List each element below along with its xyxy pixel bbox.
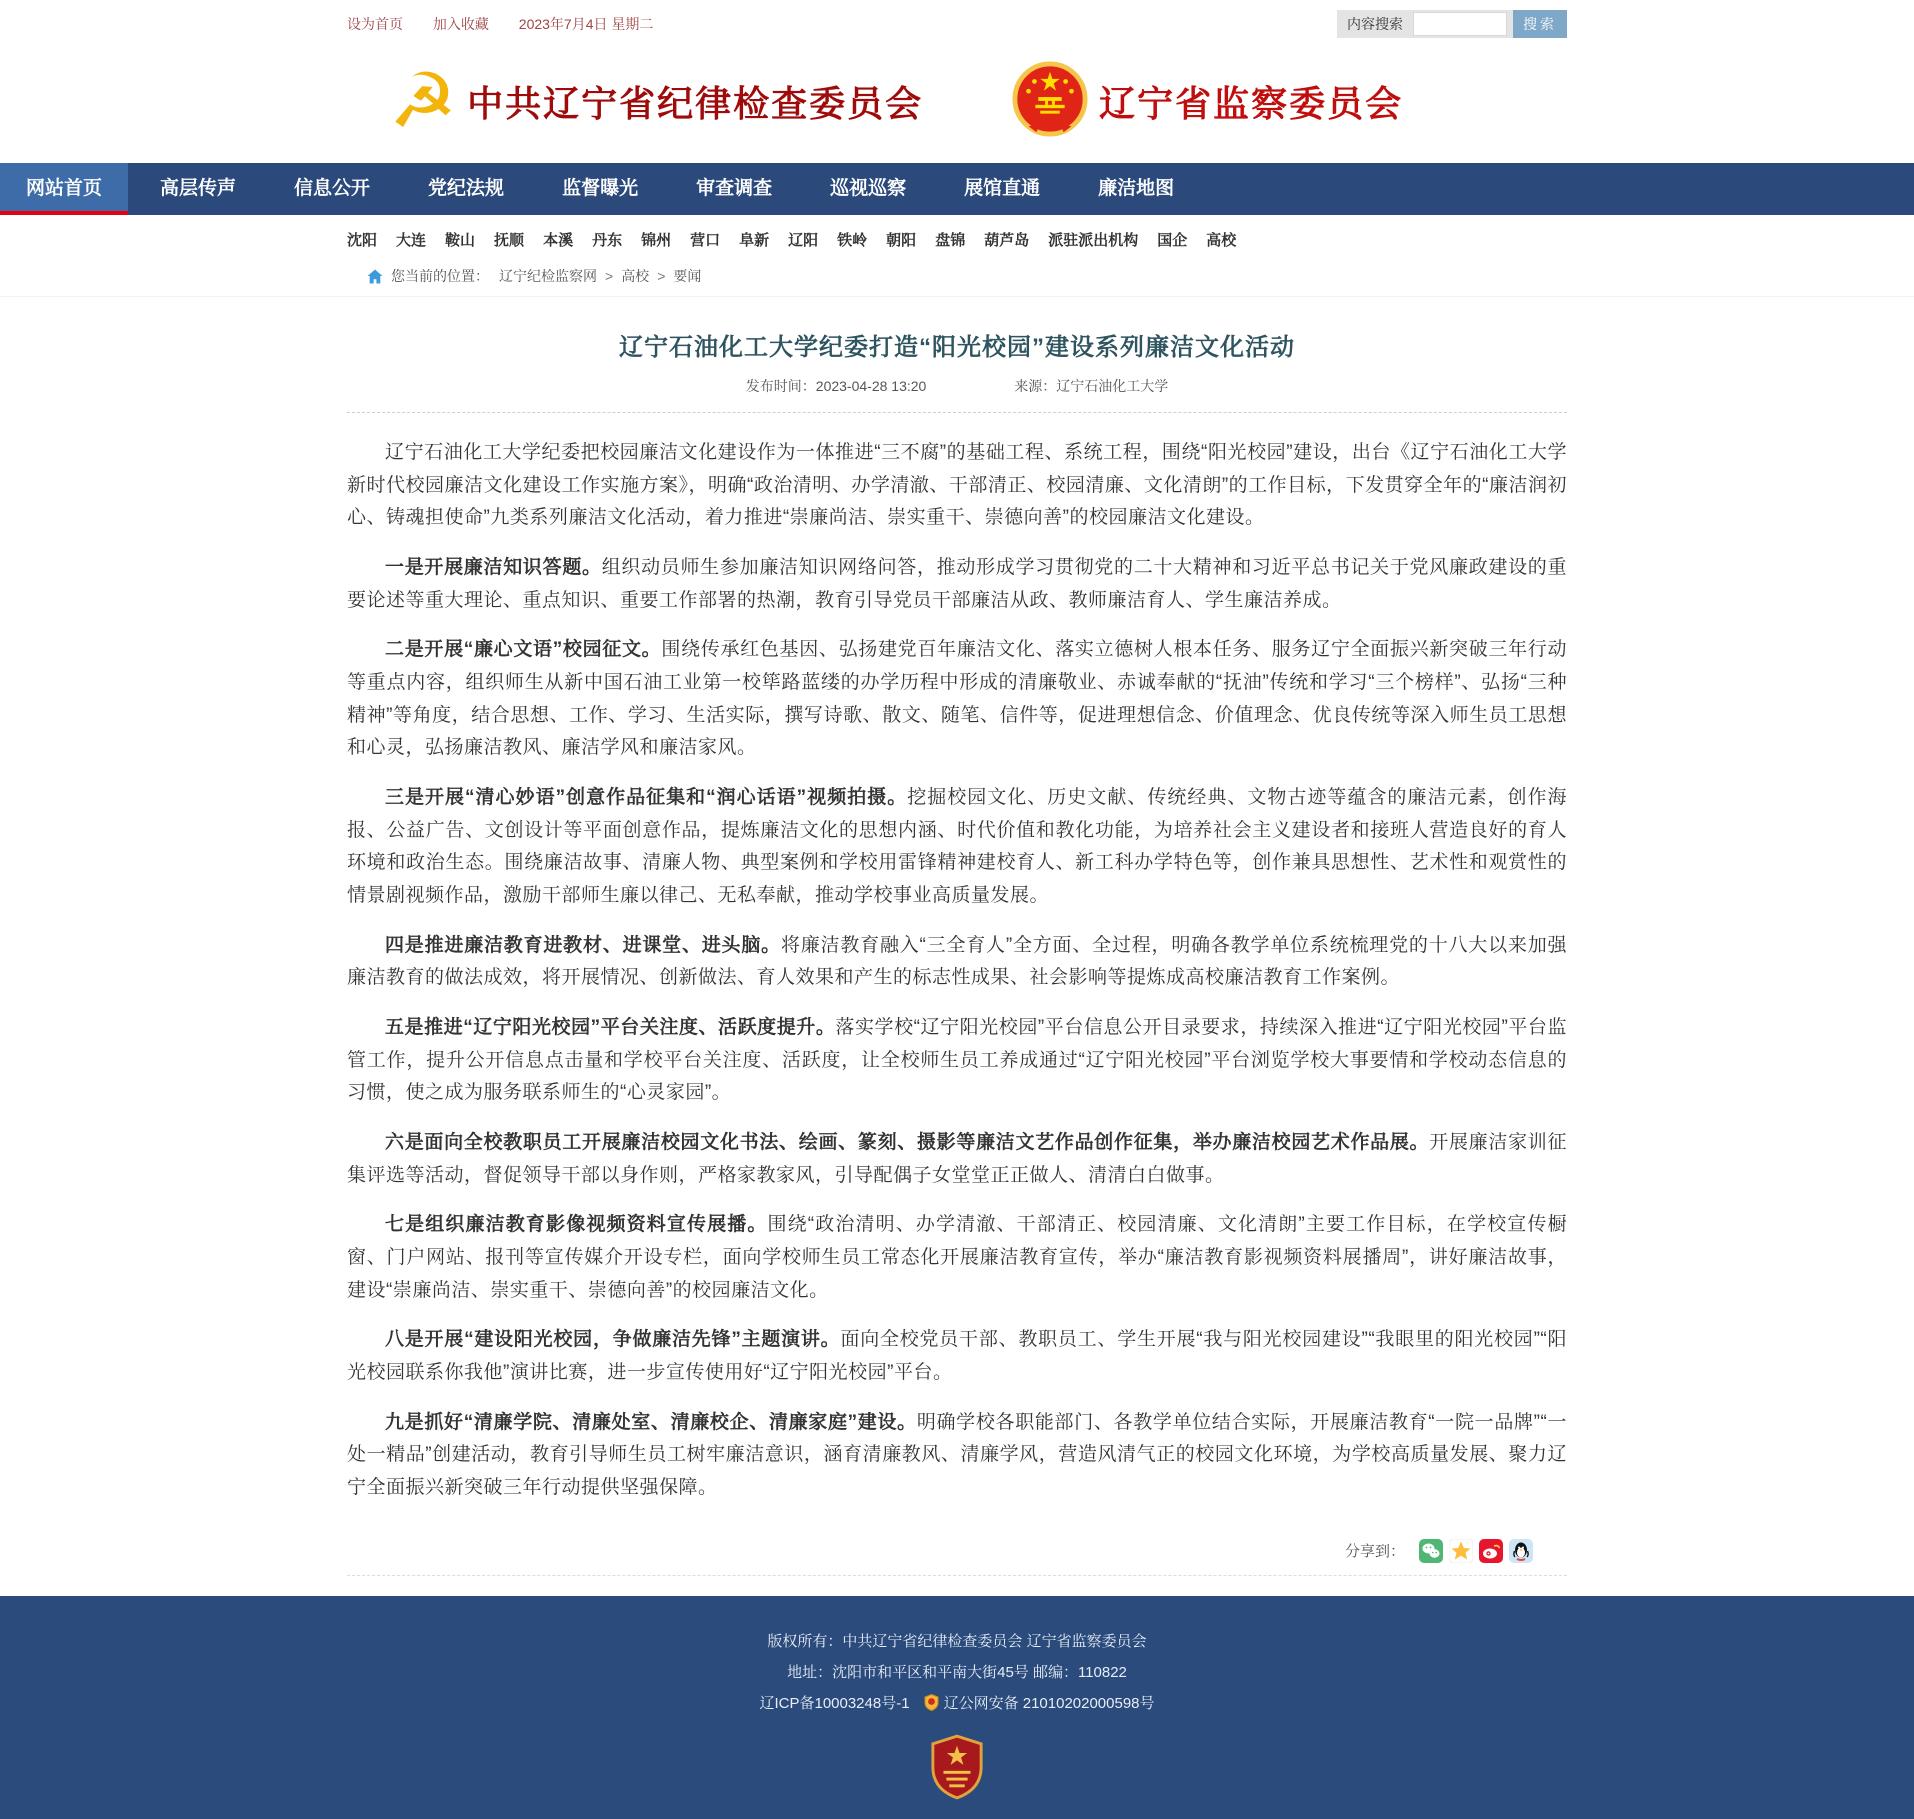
paragraph-lead: 五是推进“辽宁阳光校园”平台关注度、活跃度提升。 <box>385 1017 836 1039</box>
city-link-chaoyang[interactable]: 朝阳 <box>886 232 917 249</box>
search-label: 内容搜索 <box>1347 16 1403 32</box>
paragraph-text: 辽宁石油化工大学纪委把校园廉洁文化建设作为一体推进“三不腐”的基础工程、系统工程，围绕“阳光校园”建设，出台《辽宁石油化工大学新时代校园廉洁文化建设工作实施方案》，明确“政治清明、办学清澈、干部清正、校园清廉、文化清朗”的工作目标，下发贯穿全年的“廉洁润初心、铸魂担使命”九类系列廉洁文化活动，着力推进“崇廉尚洁、崇实重干、崇德向善”的校园廉洁文化建设。 <box>347 442 1567 529</box>
search-box <box>1337 10 1567 38</box>
national-emblem-icon <box>1011 60 1089 143</box>
brand-discipline-commission[interactable] <box>389 58 924 144</box>
paragraph-text: 明确学校各职能部门、各教学单位结合实际，开展廉洁教育“一院一品牌”“一处一精品”创建活动，教育引导师生员工树牢廉洁意识，涵育清廉教风、清廉学风，营造风清气正的校园文化环境，为学校高质量发展、聚力辽宁全面振兴新突破三年行动提供坚强保障。 <box>347 1411 1567 1499</box>
paragraph-text: 挖掘校园文化、历史文献、传统经典、文物古迹等蕴含的廉洁元素，创作海报、公益广告、文创设计等平面创意作品，提炼廉洁文化的思想内涵、时代价值和教化功能，为培养社会主义建设者和接班人营造良好的育人环境和政治生态。围绕廉洁故事、清廉人物、典型案例和学校用雷锋精神建校育人、新工科办学特色等，创作兼具思想性、艺术性和观赏性的情景剧视频作品，激励干部师生廉以律己、无私奉献，推动学校事业高质量发展。 <box>347 787 1567 907</box>
article-paragraph <box>347 930 1567 995</box>
article <box>347 327 1567 1576</box>
brand-supervisory-commission[interactable] <box>1011 60 1403 143</box>
police-badge-icon <box>924 1691 939 1722</box>
paragraph-lead: 九是抓好“清廉学院、清廉处室、清廉校企、清廉家庭”建设。 <box>385 1411 917 1433</box>
paragraph-text: 围绕传承红色基因、弘扬建党百年廉洁文化、落实立德树人根本任务、服务辽宁全面振兴新突破三年行动等重点内容，组织师生从新中国石油工业第一校筚路蓝缕的办学历程中形成的清廉敬业、赤诚奉献的“抚油”传统和学习“三个榜样”、弘扬“三种精神”等角度，结合思想、工作、学习、生活实际，撰写诗歌、散文、随笔、信件等，促进理想信念、价值理念、优良传统等深入师生员工思想和心灵，弘扬廉洁教风、廉洁学风和廉洁家风。 <box>347 639 1567 759</box>
paragraph-lead: 六是面向全校教职员工开展廉洁校园文化书法、绘画、篆刻、摄影等廉洁文艺作品创作征集，举办廉洁校园艺术作品展。 <box>385 1132 1430 1154</box>
footer-registration <box>0 1688 1914 1722</box>
top-links <box>347 14 653 34</box>
home-icon <box>367 269 383 284</box>
article-paragraph <box>347 1324 1567 1389</box>
nav-item-home[interactable]: 网站首页 <box>0 163 128 215</box>
current-date: 2023年7月4日 星期二 <box>518 16 654 32</box>
qzone-share-icon[interactable] <box>1449 1539 1473 1563</box>
main-nav <box>0 163 1914 215</box>
paragraph-text: 面向全校党员干部、教职员工、学生开展“我与阳光校园建设”“我眼里的阳光校园”“阳光校园联系你我他”演讲比赛，进一步宣传使用好“辽宁阳光校园”平台。 <box>347 1329 1567 1384</box>
city-link-panjin[interactable]: 盘锦 <box>935 232 966 249</box>
footer-emblem-badge <box>0 1734 1914 1805</box>
article-paragraph <box>347 1209 1567 1307</box>
city-link-liaoyang[interactable]: 辽阳 <box>788 232 819 249</box>
article-paragraph <box>347 1407 1567 1505</box>
site-header <box>0 44 1914 163</box>
paragraph-text: 组织动员师生参加廉洁知识网络问答，推动形成学习贯彻党的二十大精神和习近平总书记关于党风廉政建设的重要论述等重大理论、重点知识、重要工作部署的热潮，教育引导党员干部廉洁从政、教师廉洁育人、学生廉洁养成。 <box>347 557 1567 611</box>
breadcrumb-prefix: 您当前的位置： <box>391 268 489 284</box>
article-paragraph <box>347 552 1567 617</box>
breadcrumb-separator: > <box>605 268 614 284</box>
nav-item-gaoceng[interactable]: 高层传声 <box>160 178 237 199</box>
article-paragraph <box>347 1127 1567 1192</box>
search-input[interactable] <box>1413 12 1507 36</box>
article-meta <box>347 376 1567 413</box>
nav-item-xinxi[interactable]: 信息公开 <box>294 178 371 199</box>
paragraph-text: 落实学校“辽宁阳光校园”平台信息公开目录要求，持续深入推进“辽宁阳光校园”平台监管工作，提升公开信息点击量和学校平台关注度、活跃度，让全校师生员工养成通过“辽宁阳光校园”平台浏览学校大事要情和学校动态信息的习惯，使之成为服务联系师生的“心灵家园”。 <box>347 1017 1567 1104</box>
share-label: 分享到： <box>1344 1543 1405 1561</box>
city-link-yingkou[interactable]: 营口 <box>690 232 721 249</box>
add-favorite-link[interactable]: 加入收藏 <box>432 16 489 32</box>
breadcrumb-site-link[interactable]: 辽宁纪检监察网 <box>499 268 597 284</box>
city-link-huludao[interactable]: 葫芦岛 <box>984 232 1030 249</box>
breadcrumb <box>0 258 1914 297</box>
link-gaoxiao[interactable]: 高校 <box>1206 232 1237 249</box>
paragraph-lead: 一是开展廉洁知识答题。 <box>385 557 602 579</box>
police-number[interactable]: 辽公网安备 21010202000598号 <box>943 1694 1155 1712</box>
paragraph-lead: 四是推进廉洁教育进教材、进课堂、进头脑。 <box>385 934 781 956</box>
wechat-share-icon[interactable] <box>1419 1539 1443 1563</box>
icp-number[interactable]: 辽ICP备10003248号-1 <box>759 1694 910 1712</box>
paragraph-text: 围绕“政治清明、办学清澈、干部清正、校园清廉、文化清朗”主要工作目标，在学校宣传橱窗、门户网站、报刊等宣传媒介开设专栏，面向学校师生员工常态化开展廉洁教育宣传，举办“廉洁教育影视频资料展播周”，讲好廉洁故事，建设“崇廉尚洁、崇实重干、崇德向善”的校园廉洁文化。 <box>347 1214 1567 1301</box>
share-bar <box>347 1539 1533 1563</box>
city-link-tieling[interactable]: 铁岭 <box>837 232 868 249</box>
top-bar <box>0 0 1914 44</box>
paragraph-lead: 三是开展“清心妙语”创意作品征集和“润心话语”视频拍摄。 <box>385 787 908 809</box>
city-link-fuxin[interactable]: 阜新 <box>739 232 770 249</box>
footer-copyright: 版权所有：中共辽宁省纪律检查委员会 辽宁省监察委员会 <box>767 1632 1147 1650</box>
paragraph-lead: 七是组织廉洁教育影像视频资料宣传展播。 <box>385 1214 768 1236</box>
nav-item-jiandu[interactable]: 监督曝光 <box>562 178 639 199</box>
nav-item-shencha[interactable]: 审查调查 <box>696 178 773 199</box>
city-link-jinzhou[interactable]: 锦州 <box>641 232 672 249</box>
nav-item-lianjie[interactable]: 廉洁地图 <box>1098 178 1175 199</box>
party-emblem-icon: ☭ <box>389 58 458 144</box>
city-link-anshan[interactable]: 鞍山 <box>445 232 476 249</box>
article-paragraph <box>347 634 1567 765</box>
site-title-right: 辽宁省监察委员会 <box>1099 83 1404 124</box>
site-title-left: 中共辽宁省纪律检查委员会 <box>467 83 924 124</box>
breadcrumb-separator: > <box>657 268 666 284</box>
paragraph-text: 开展廉洁家训征集评选等活动，督促领导干部以身作则，严格家教家风，引导配偶子女堂堂正正做人、清清白白做事。 <box>347 1132 1567 1186</box>
site-footer <box>0 1596 1914 1819</box>
article-paragraph <box>347 782 1567 913</box>
breadcrumb-current[interactable]: 要闻 <box>673 268 702 284</box>
qq-share-icon[interactable] <box>1509 1539 1533 1563</box>
search-button[interactable]: 搜索 <box>1513 10 1567 38</box>
breadcrumb-section-link[interactable]: 高校 <box>621 268 650 284</box>
city-link-shenyang[interactable]: 沈阳 <box>347 232 378 249</box>
nav-item-dangji[interactable]: 党纪法规 <box>428 178 505 199</box>
city-link-benxi[interactable]: 本溪 <box>543 232 574 249</box>
paragraph-text: 将廉洁教育融入“三全育人”全方面、全过程，明确各教学单位系统梳理党的十八大以来加强廉洁教育的做法成效，将开展情况、创新做法、育人效果和产生的标志性成果、社会影响等提炼成高校廉洁教育工作案例。 <box>347 934 1567 989</box>
publish-time: 发布时间：2023-04-28 13:20 <box>745 378 927 394</box>
article-title: 辽宁石油化工大学纪委打造“阳光校园”建设系列廉洁文化活动 <box>619 334 1295 361</box>
article-body <box>347 437 1567 1505</box>
link-paizhu[interactable]: 派驻派出机构 <box>1048 232 1139 249</box>
article-source: 来源：辽宁石油化工大学 <box>1014 378 1169 394</box>
city-link-fushun[interactable]: 抚顺 <box>494 232 525 249</box>
article-paragraph <box>347 1012 1567 1110</box>
footer-address: 地址：沈阳市和平区和平南大街45号 邮编：110822 <box>787 1663 1127 1681</box>
city-subnav <box>0 215 1914 258</box>
nav-item-zhanguan[interactable]: 展馆直通 <box>964 178 1041 199</box>
set-home-link[interactable]: 设为首页 <box>347 16 403 32</box>
nav-item-xunshi[interactable]: 巡视巡察 <box>830 178 907 199</box>
city-link-dandong[interactable]: 丹东 <box>592 232 623 249</box>
weibo-share-icon[interactable] <box>1479 1539 1503 1563</box>
footer-divider <box>347 1575 1567 1576</box>
paragraph-lead: 二是开展“廉心文语”校园征文。 <box>385 639 662 661</box>
link-guoqi[interactable]: 国企 <box>1157 232 1188 249</box>
paragraph-lead: 八是开展“建设阳光校园，争做廉洁先锋”主题演讲。 <box>385 1329 841 1351</box>
city-link-dalian[interactable]: 大连 <box>396 232 427 249</box>
article-paragraph <box>347 437 1567 535</box>
